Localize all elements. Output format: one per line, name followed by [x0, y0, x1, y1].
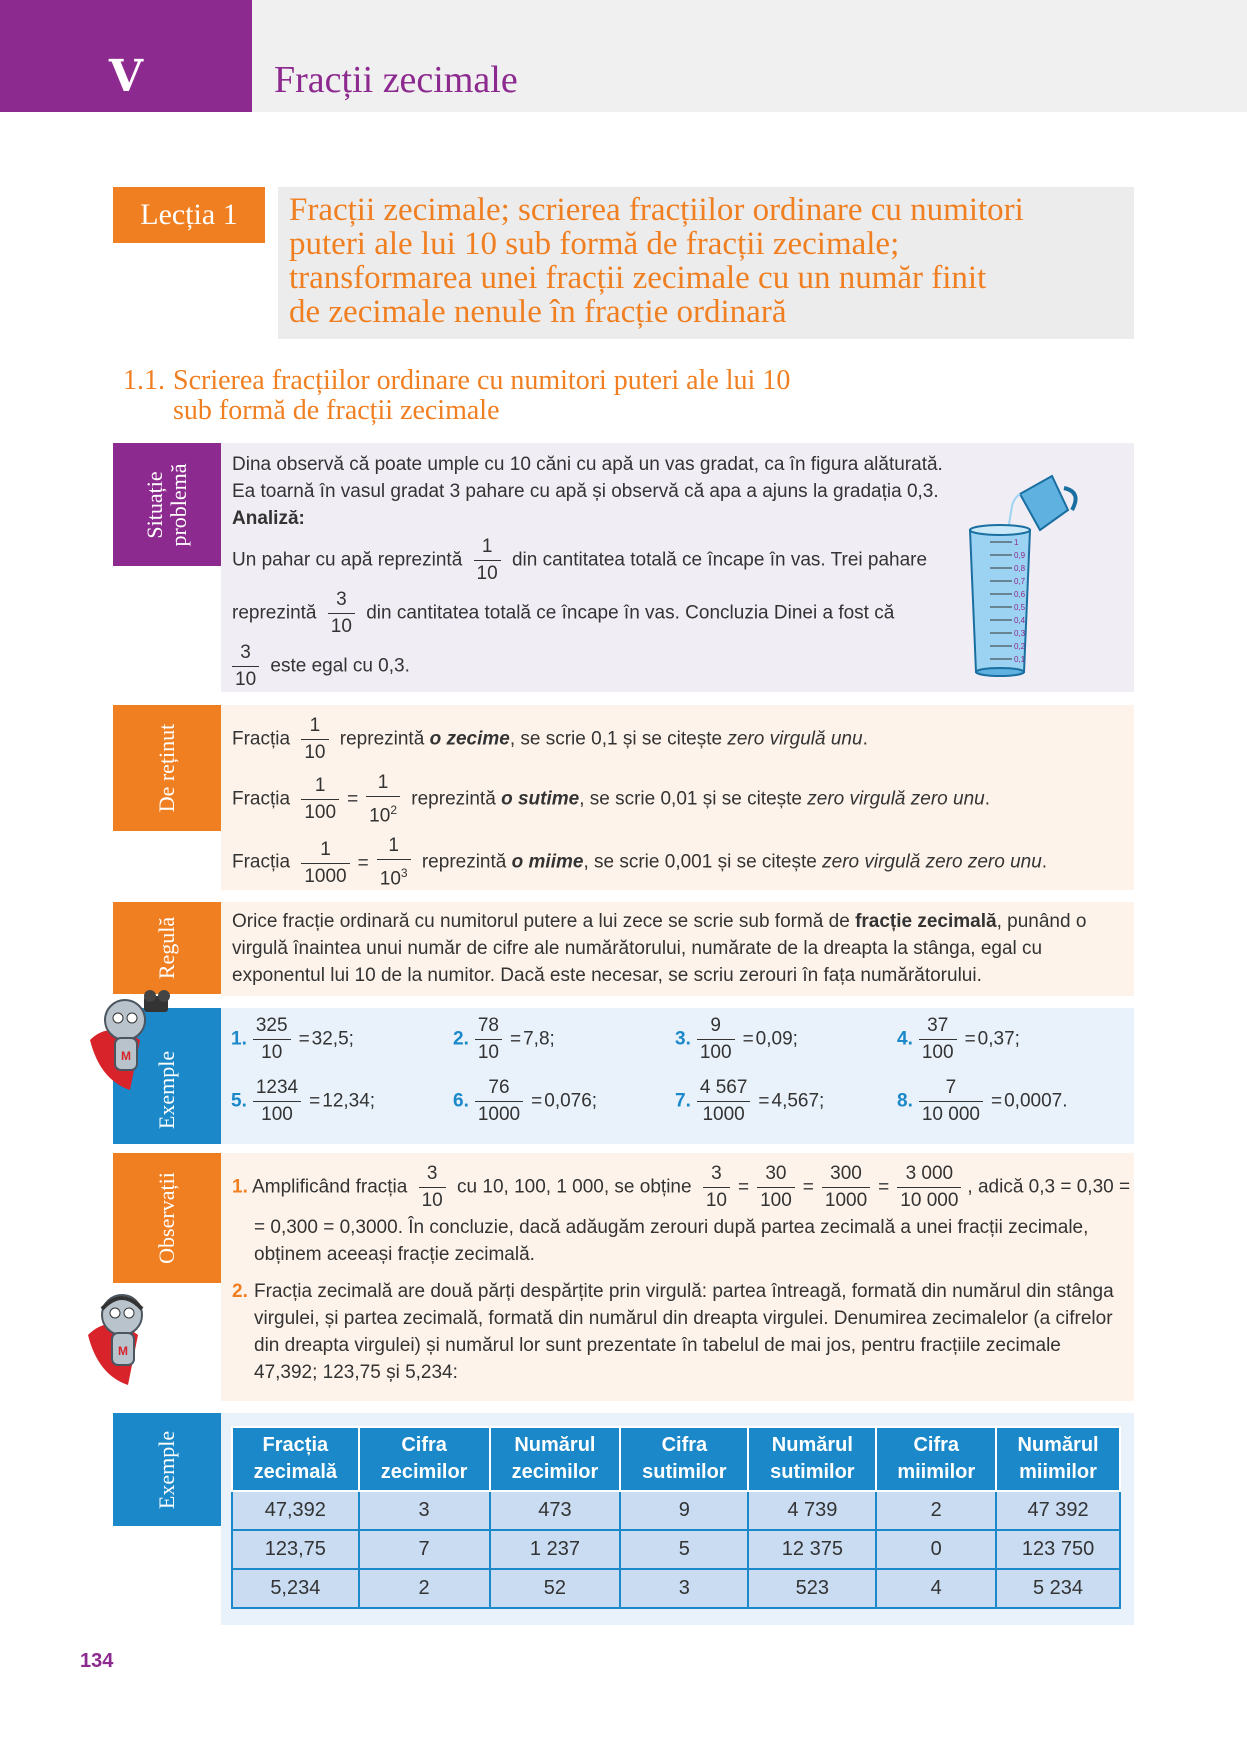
fraction: $\frac{3 000}{10 000}$ — [897, 1161, 961, 1214]
example-number: 7. — [675, 1090, 691, 1112]
table-cell: 1 237 — [490, 1530, 621, 1569]
obs-number: 1. — [232, 1176, 248, 1198]
regula-text: Orice fracție ordinară cu numitorul putere a lui zece se scrie sub formă de — [232, 911, 856, 932]
table-row — [232, 1491, 1120, 1530]
robot-mascot-icon — [80, 1285, 200, 1405]
regula-term: fracție zecimală — [855, 911, 997, 932]
fraction: $\frac{3}{10}$ — [232, 640, 259, 693]
chapter-title: Fracții zecimale — [274, 59, 518, 101]
lesson-title — [289, 193, 1129, 329]
example-number: 5. — [231, 1090, 247, 1112]
tab-label: Observații — [154, 1172, 179, 1264]
tab-observatii — [113, 1153, 221, 1283]
example-result: 0,37; — [977, 1028, 1020, 1050]
example-item: 5. $\frac{1234}{100}$ = 12,34; — [231, 1075, 375, 1128]
table-header: Numărul sutimilor — [748, 1427, 876, 1491]
table-cell: 5 234 — [996, 1569, 1120, 1608]
table-cell: 473 — [490, 1491, 621, 1530]
example-number: 4. — [897, 1028, 913, 1050]
fraction: $\frac{3}{10}$ — [328, 587, 355, 640]
example-item: 2. $\frac{78}{10}$ = 7,8; — [453, 1013, 555, 1066]
scale-label: 0,2 — [1014, 642, 1026, 651]
decimal-table — [231, 1426, 1121, 1609]
scale-label: 0,3 — [1014, 629, 1026, 638]
fraction: $\frac{4 567}{1000}$ — [697, 1075, 751, 1128]
fraction: $\frac{1}{1000}$ — [301, 837, 349, 890]
retinut-reading: zero virgulă zero zero unu — [822, 852, 1042, 874]
table-cell: 47,392 — [232, 1491, 359, 1530]
observatii-panel: 1. Amplificând fracția $\frac{3}{10}$ cu 10, 100, 1 000, se obține $\frac{3}{10}$ = $\frac{30}{100}$ = $\frac{300}{1000}$ = $\frac{3 000}{10 000}$ , adică 0,3 = 0,30 = = 0,300 = 0,3000. În concluzie, dacă adăugăm zerouri după partea zecimală a unei fracții zecimale, obținem aceeași fracție zecimală. 2. Fracția zecimală are două părți despărțite prin virgulă: partea întreagă, formată din numărul din stânga virgulei, și partea zecimală, formată din numărul din dreapta virgulei. Denumirea zecimalelor (a cifrelor din dreapta virgulei) și numărul lor sunt prezentate în tabelul de mai jos, pentru fracțiile zecimale 47,392; 123,75 și 5,234: — [221, 1153, 1134, 1401]
table-cell: 2 — [359, 1569, 490, 1608]
example-number: 6. — [453, 1090, 469, 1112]
examples-grid — [231, 1013, 1131, 1143]
tab-label: De reținut — [154, 723, 179, 813]
example-result: 0,09; — [755, 1028, 798, 1050]
table-cell: 123,75 — [232, 1530, 359, 1569]
table-cell: 5,234 — [232, 1569, 359, 1608]
table-cell: 47 392 — [996, 1491, 1120, 1530]
retinut-panel: Fracția $\frac{1}{10}$ reprezintă o zecime, se scrie 0,1 și se citește zero virgulă unu. Fracția $\frac{1}{100}$ = $\frac{1}{10^2}$ reprezintă o sutime, se scrie 0,01 și se citește zero virgulă zero unu. Fracția $\frac{1}{1000}$ = $\frac{1}{10^3}$ reprezintă o miime, se scrie 0,001 și se citește zero virgulă zero zero unu. — [221, 705, 1134, 890]
example-result: 4,567; — [771, 1090, 825, 1112]
lesson-title-line: transformarea unei fracții zecimale cu un număr finit — [289, 260, 987, 296]
table-cell: 523 — [748, 1569, 876, 1608]
obs-text: = 0,300 = 0,3000. În concluzie, dacă adăugăm zerouri după partea zecimală a unei fracții zecimale, — [254, 1217, 1089, 1238]
section-title-line: sub formă de fracții zecimale — [173, 395, 500, 426]
example-result: 0,0007. — [1004, 1090, 1068, 1112]
retinut-reading: zero virgulă zero unu — [807, 788, 985, 810]
example-item: 6. $\frac{76}{1000}$ = 0,076; — [453, 1075, 597, 1128]
example-number: 1. — [231, 1028, 247, 1050]
fraction: $\frac{3}{10}$ — [419, 1161, 446, 1214]
tab-situatie-problema — [113, 443, 221, 566]
retinut-reading: zero virgulă unu — [727, 728, 863, 750]
fraction: $\frac{9}{100}$ — [697, 1013, 735, 1066]
graduated-cylinder-icon — [960, 470, 1100, 680]
lesson-title-line: puteri ale lui 10 sub formă de fracții zecimale; — [289, 226, 900, 262]
section-title-line: Scrierea fracțiilor ordinare cu numitori puteri ale lui 10 — [173, 365, 791, 396]
tab-exemple-table — [113, 1413, 221, 1526]
table-cell: 4 — [876, 1569, 996, 1608]
table-header: Cifra zecimilor — [359, 1427, 490, 1491]
table-cell: 3 — [620, 1569, 748, 1608]
section-title — [123, 366, 790, 426]
retinut-text: Fracția — [232, 728, 291, 750]
section-number: 1.1. — [123, 365, 165, 396]
fraction: $\frac{300}{1000}$ — [822, 1161, 870, 1214]
svg-text:M: M — [118, 1344, 128, 1358]
lesson-title-line: Fracții zecimale; scrierea fracțiilor ordinare cu numitori — [289, 192, 1024, 228]
retinut-term: o sutime — [501, 788, 580, 810]
fraction: $\frac{30}{100}$ — [757, 1161, 795, 1214]
tab-label: Exemple — [154, 1050, 179, 1129]
retinut-text: , se scrie 0,1 și se citește — [509, 728, 728, 750]
analiza-text: din cantitatea totală ce încape în vas. Trei pahare — [511, 549, 928, 571]
fraction: $\frac{1234}{100}$ — [253, 1075, 301, 1128]
example-number: 3. — [675, 1028, 691, 1050]
fraction: $\frac{78}{10}$ — [475, 1013, 502, 1066]
analiza-text: reprezintă — [232, 602, 317, 624]
table-header: Fracția zecimală — [232, 1427, 359, 1491]
table-cell: 0 — [876, 1530, 996, 1569]
obs-text: Amplificând fracția — [252, 1176, 408, 1198]
table-cell: 2 — [876, 1491, 996, 1530]
tab-de-retinut — [113, 705, 221, 831]
scale-label: 0,8 — [1014, 564, 1026, 573]
example-result: 12,34; — [322, 1090, 376, 1112]
table-cell: 12 375 — [748, 1530, 876, 1569]
example-item: 1. $\frac{325}{10}$ = 32,5; — [231, 1013, 354, 1066]
scale-label: 0,6 — [1014, 590, 1026, 599]
scale-label: 0,5 — [1014, 603, 1026, 612]
example-item: 3. $\frac{9}{100}$ = 0,09; — [675, 1013, 798, 1066]
example-item: 4. $\frac{37}{100}$ = 0,37; — [897, 1013, 1020, 1066]
obs-text: Fracția zecimală are două părți despărțite prin virgulă: partea întreagă, formată din numărul din stânga virgulei, și partea zecimală, formată din numărul din dreapta virgulei. Denumirea zecimalelor (a cifrelor din dreapta virgulei) și numărul lor sunt prezentate în tabelul de mai jos, pentru fracțiile zecimale 47,392; 123,75 și 5,234: — [254, 1281, 1114, 1383]
fraction: $\frac{1}{10^2}$ — [366, 770, 400, 829]
obs-text: obținem aceeași fracție zecimală. — [254, 1244, 535, 1265]
fraction: $\frac{76}{1000}$ — [475, 1075, 523, 1128]
example-number: 2. — [453, 1028, 469, 1050]
table-cell: 3 — [359, 1491, 490, 1530]
tab-label: Situație — [142, 470, 167, 539]
obs-text: cu 10, 100, 1 000, se obține — [457, 1176, 692, 1198]
tab-regula — [113, 902, 221, 994]
analiza-text: este egal cu 0,3. — [270, 655, 410, 677]
fraction: $\frac{7}{10 000}$ — [919, 1075, 983, 1128]
table-cell: 123 750 — [996, 1530, 1120, 1569]
fraction: $\frac{1}{10^3}$ — [377, 833, 411, 892]
table-cell: 52 — [490, 1569, 621, 1608]
retinut-text: , se scrie 0,01 și se citește — [579, 788, 808, 810]
retinut-text: reprezintă — [421, 852, 512, 874]
retinut-text: Fracția — [232, 788, 291, 810]
tab-label: Exemple — [154, 1430, 179, 1509]
analiza-text: din cantitatea totală ce încape în vas. Concluzia Dinei a fost că — [366, 602, 895, 624]
fraction: $\frac{325}{10}$ — [253, 1013, 291, 1066]
lesson-title-line: de zecimale nenule în fracție ordinară — [289, 294, 787, 330]
analiza-label: Analiză: — [232, 508, 305, 529]
retinut-term: o miime — [511, 852, 584, 874]
fraction: $\frac{1}{10}$ — [301, 713, 328, 766]
lesson-badge: Lecția 1 — [113, 187, 265, 243]
scale-label: 0,1 — [1014, 655, 1026, 664]
retinut-text: Fracția — [232, 852, 291, 874]
table-cell: 9 — [620, 1491, 748, 1530]
scale-label: 0,9 — [1014, 551, 1026, 560]
fraction: $\frac{1}{10}$ — [474, 534, 501, 587]
table-cell: 7 — [359, 1530, 490, 1569]
table-row — [232, 1530, 1120, 1569]
retinut-text: , se scrie 0,001 și se citește — [583, 852, 823, 874]
table-header: Numărul zecimilor — [490, 1427, 621, 1491]
tab-label: Regulă — [154, 916, 179, 980]
example-item: 8. $\frac{7}{10 000}$ = 0,0007. — [897, 1075, 1068, 1128]
situatie-text: Ea toarnă în vasul gradat 3 pahare cu apă și observă că apa a ajuns la gradația 0,3. — [232, 481, 939, 502]
example-result: 0,076; — [544, 1090, 598, 1112]
svg-text:M: M — [121, 1049, 131, 1063]
situatie-text: Dina observă că poate umple cu 10 căni cu apă un vas gradat, ca în figura alăturată. — [232, 454, 943, 475]
scale-label: 0,4 — [1014, 616, 1026, 625]
scale-label: 0,7 — [1014, 577, 1026, 586]
example-result: 32,5; — [311, 1028, 354, 1050]
chapter-number: V — [108, 51, 144, 102]
robot-mascot-icon — [80, 990, 210, 1110]
table-header: Numărul miimilor — [996, 1427, 1120, 1491]
obs-number: 2. — [232, 1281, 248, 1302]
retinut-term: o zecime — [429, 728, 510, 750]
tab-label: problemă — [166, 462, 191, 547]
table-header: Cifra sutimilor — [620, 1427, 748, 1491]
example-result: 7,8; — [523, 1028, 555, 1050]
regula-panel — [221, 902, 1134, 996]
fraction: $\frac{37}{100}$ — [919, 1013, 957, 1066]
obs-text: , adică 0,3 = 0,30 = — [967, 1176, 1131, 1198]
scale-label: 1 — [1014, 538, 1019, 547]
example-item: 7. $\frac{4 567}{1000}$ = 4,567; — [675, 1075, 824, 1128]
jug-icon — [1008, 476, 1076, 530]
fraction: $\frac{3}{10}$ — [703, 1161, 730, 1214]
fraction: $\frac{1}{100}$ — [301, 773, 339, 826]
regula-text: , punând o virgulă înaintea unui număr de cifre ale numărătorului, numărate de la dreapta la stânga, egal cu exponentul lui 10 de la numitor. Dacă este necesar, se scriu zerouri în fața numărătorului. — [232, 911, 1087, 986]
table-cell: 5 — [620, 1530, 748, 1569]
table-row — [232, 1569, 1120, 1608]
retinut-text: reprezintă — [411, 788, 502, 810]
table-header: Cifra miimilor — [876, 1427, 996, 1491]
retinut-text: reprezintă — [339, 728, 430, 750]
page-number: 134 — [80, 1650, 114, 1672]
table-cell: 4 739 — [748, 1491, 876, 1530]
example-number: 8. — [897, 1090, 913, 1112]
analiza-text: Un pahar cu apă reprezintă — [232, 549, 463, 571]
